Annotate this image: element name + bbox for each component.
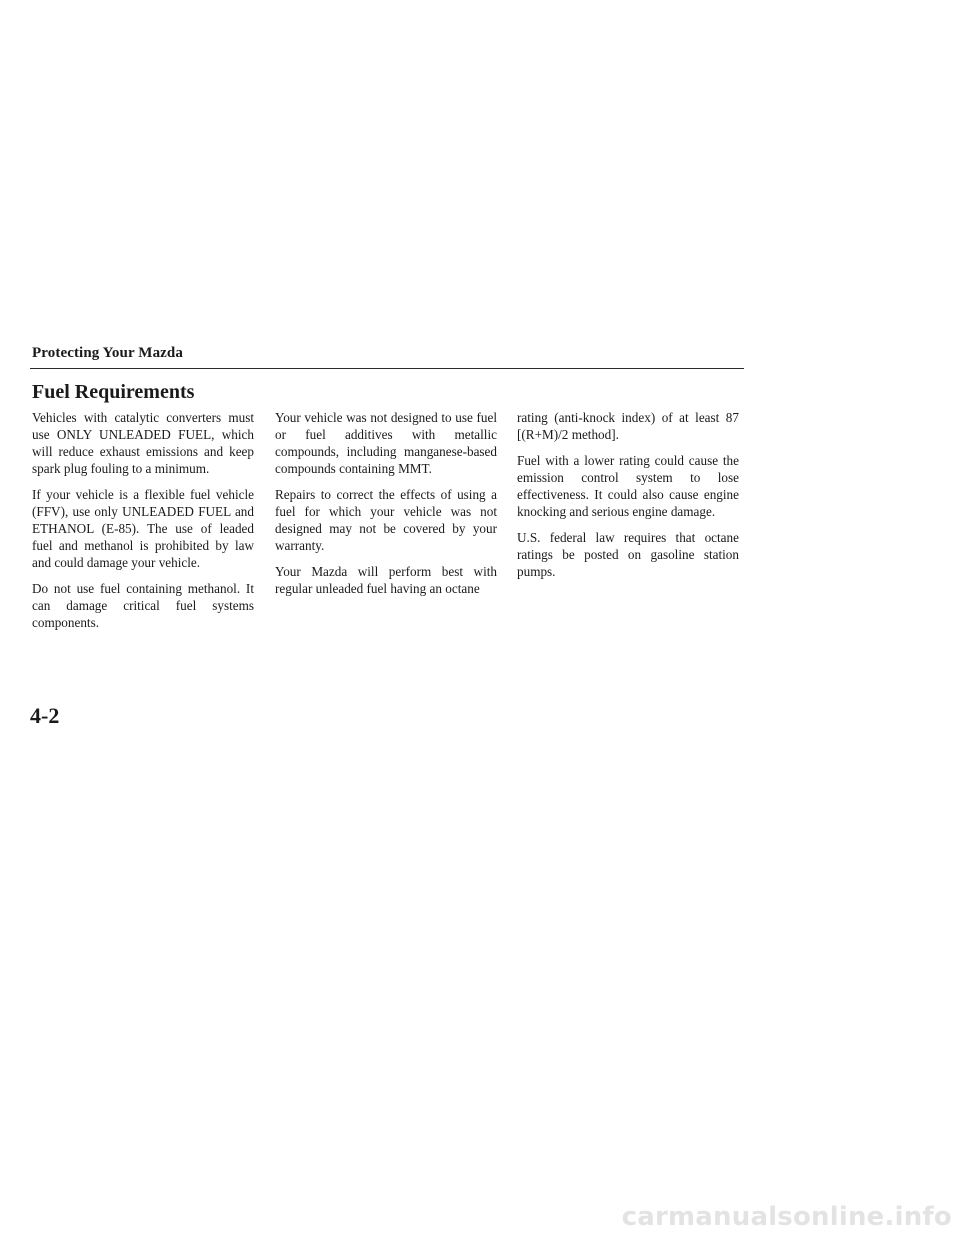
section-header: Protecting Your Mazda <box>32 345 183 361</box>
paragraph: Do not use fuel containing methanol. It can damage critical fuel systems components. <box>32 581 254 630</box>
page-number: 4-2 <box>30 703 60 728</box>
watermark: carmanualsonline.info <box>621 1202 952 1232</box>
paragraph: Your Mazda will perform best with regular unleaded fuel having an octane <box>275 564 497 596</box>
paragraph: If your vehicle is a flexible fuel vehicle (FFV), use only UNLEADED FUEL and ETHANOL (E-85). The use of leaded fuel and methanol is prohibited by law and could damage your vehicle. <box>32 487 254 570</box>
page-title: Fuel Requirements <box>32 381 195 403</box>
paragraph: Fuel with a lower rating could cause the emission control system to lose effectiveness. It could also cause engine knocking and serious engine damage. <box>517 453 739 519</box>
paragraph: rating (anti-knock index) of at least 87 [(R+M)/2 method]. <box>517 410 739 442</box>
paragraph: Vehicles with catalytic converters must use ONLY UNLEADED FUEL, which will reduce exhaust emissions and keep spark plug fouling to a minimum. <box>32 410 254 476</box>
text-column-1 <box>32 409 254 640</box>
text-column-2 <box>275 409 497 606</box>
header-divider <box>30 368 744 369</box>
paragraph: Your vehicle was not designed to use fuel or fuel additives with metallic compounds, including manganese-based compounds containing MMT. <box>275 410 497 476</box>
paragraph: Repairs to correct the effects of using a fuel for which your vehicle was not designed may not be covered by your warranty. <box>275 487 497 553</box>
paragraph: U.S. federal law requires that octane ratings be posted on gasoline station pumps. <box>517 530 739 579</box>
text-column-3 <box>517 409 739 589</box>
